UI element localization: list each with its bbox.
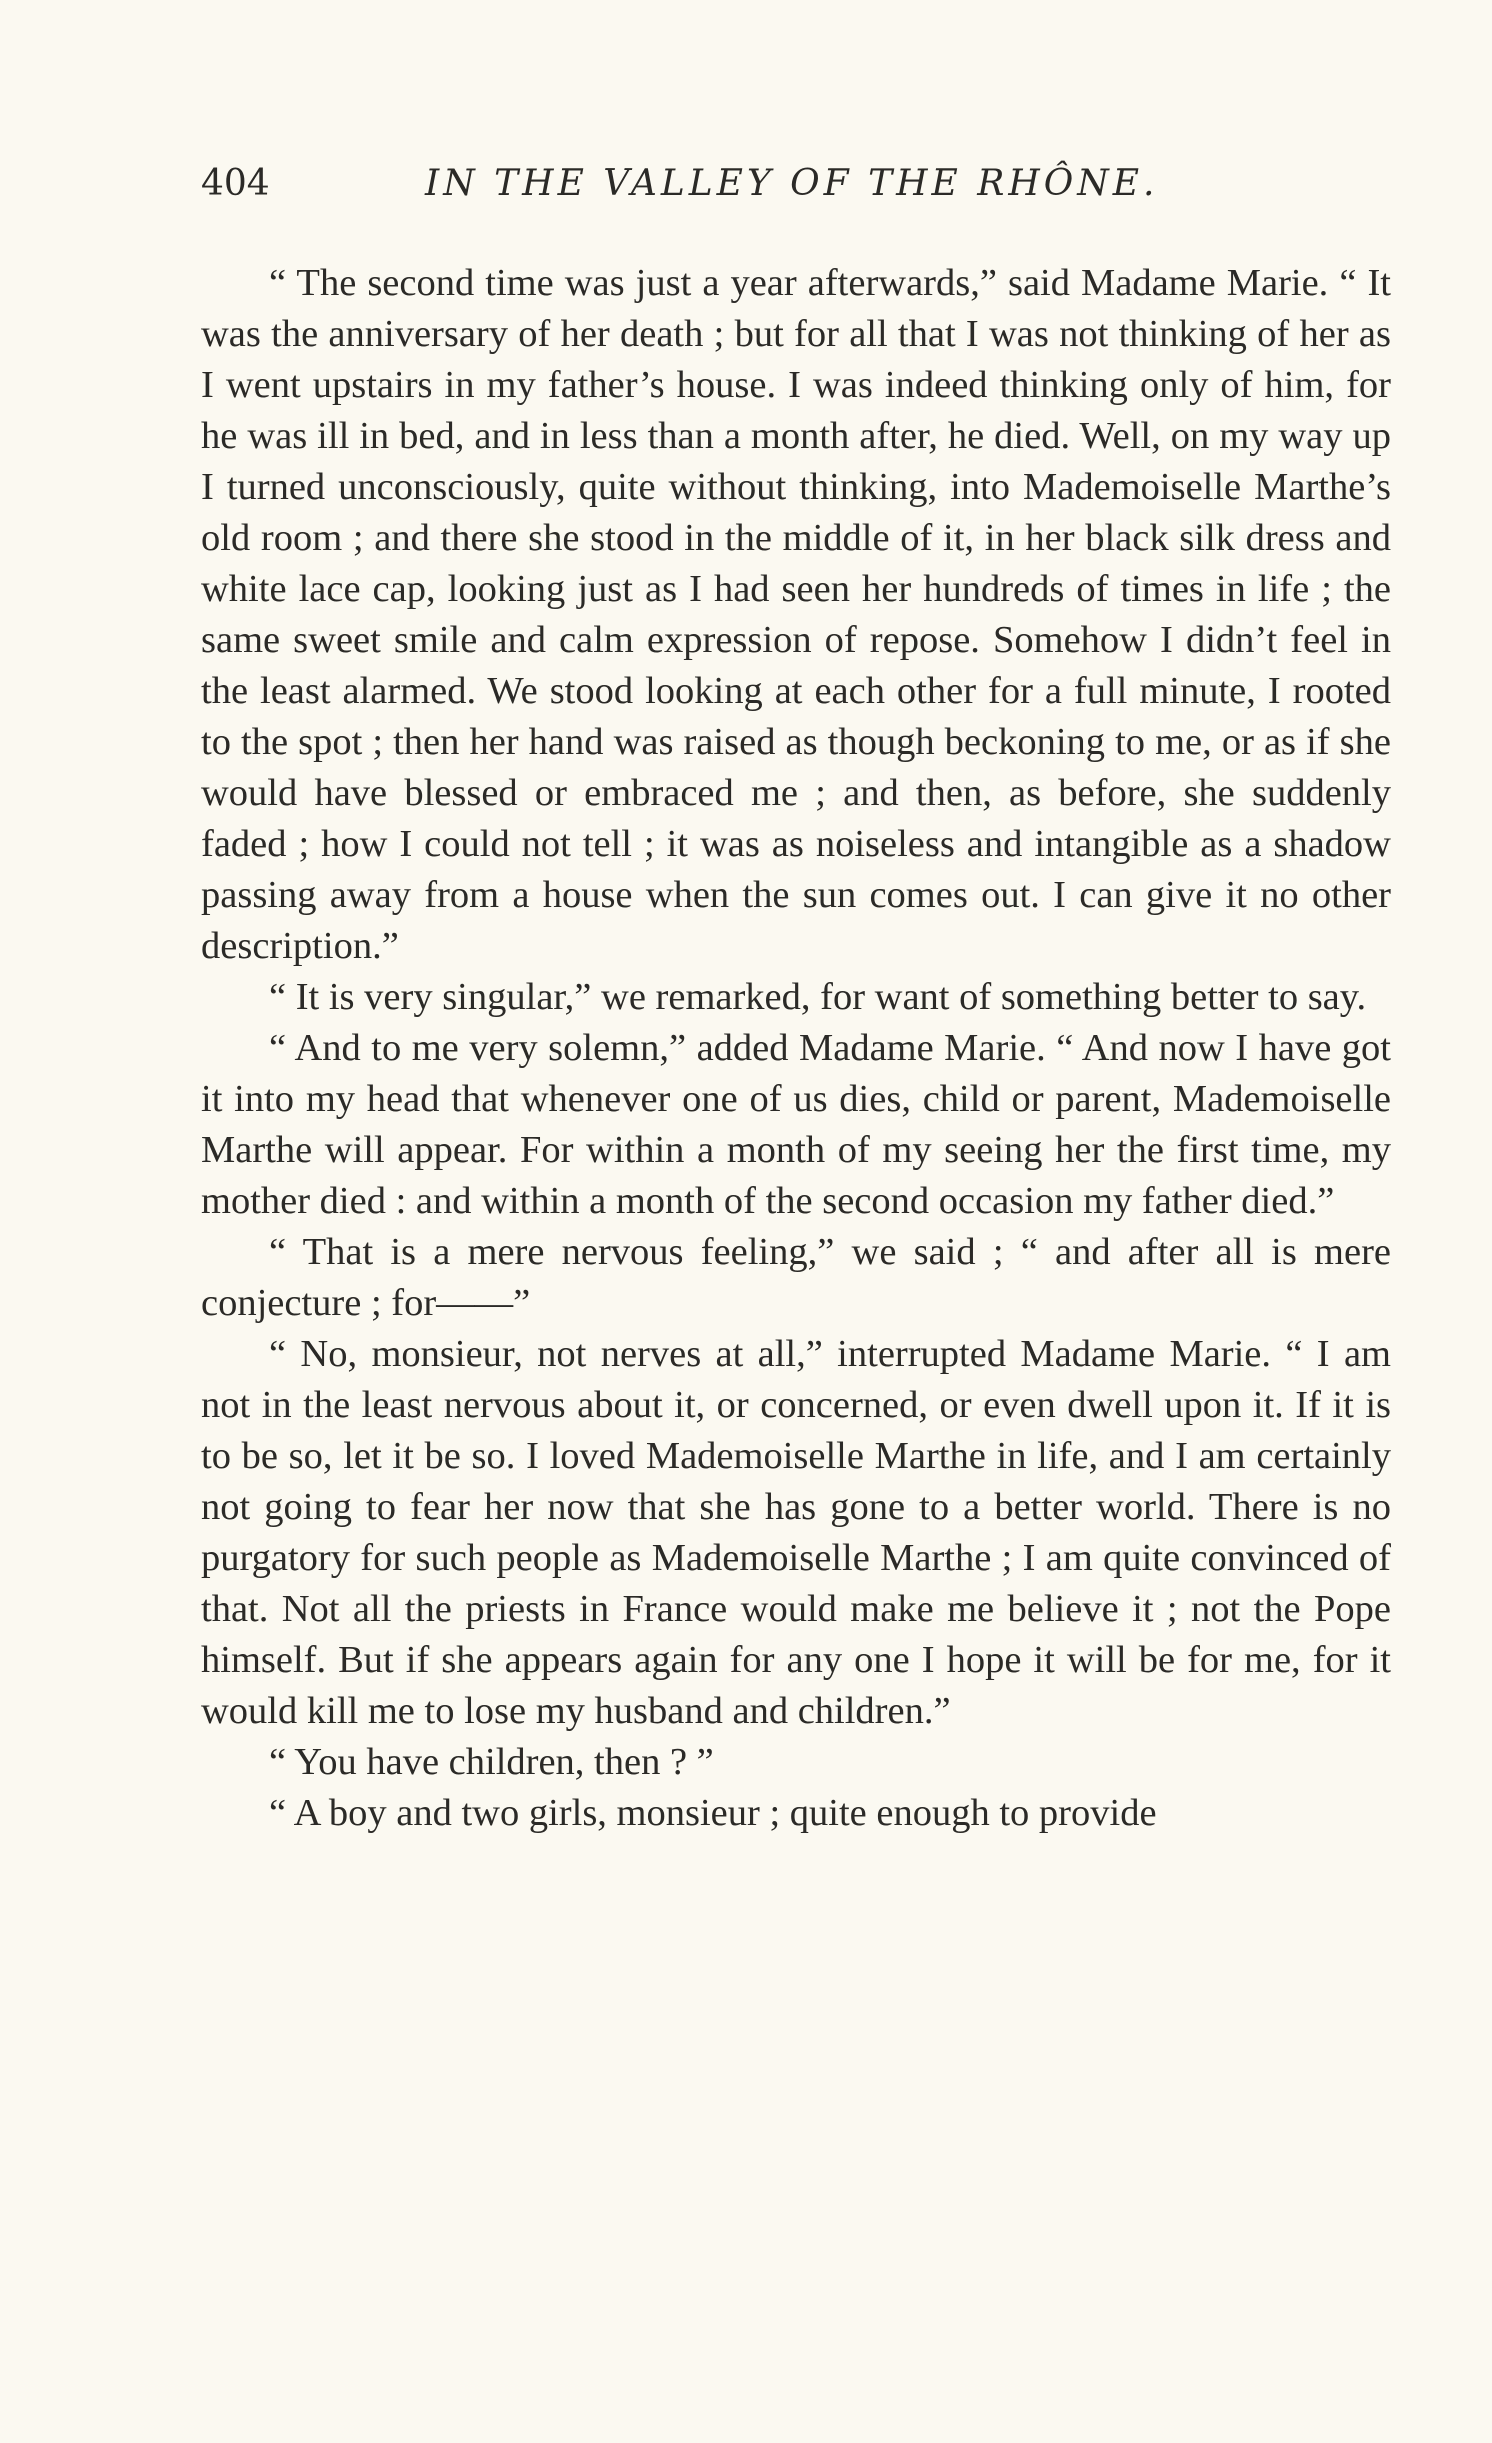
paragraph: “ You have children, then ? ” bbox=[269, 1741, 714, 1783]
paragraph: “ It is very singular,” we remarked, for want of something better to say. bbox=[269, 976, 1367, 1018]
paragraph: “ No, monsieur, not nerves at all,” interrupted Madame Marie. “ I am not in the least nervous about it, or concerned, or even dwell upon it. If it is to be so, let it be so. I loved Mademoiselle Marthe in life, and I am certainly not going to fear her now that she has gone to a better world. There is no purgatory for such people as Mademoiselle Marthe ; I am quite convinced of that. Not all the priests in France would make me believe it ; not the Pope himself. But if she appears again for any one I hope it will be for me, for it would kill me to lose my husband and children.” bbox=[201, 1333, 1391, 1732]
paragraph: “ That is a mere nervous feeling,” we said ; “ and after all is mere conjecture ; for——” bbox=[201, 1231, 1391, 1324]
paragraph: “ A boy and two girls, monsieur ; quite enough to provide bbox=[269, 1792, 1157, 1834]
running-title: IN THE VALLEY OF THE RHÔNE. bbox=[425, 163, 1159, 204]
paragraph: “ And to me very solemn,” added Madame Marie. “ And now I have got it into my head that whenever one of us dies, child or parent, Mademoiselle Marthe will appear. For within a month of my seeing her the first time, my mother died : and within a month of the second occasion my father died.” bbox=[201, 1027, 1391, 1222]
body-text bbox=[201, 258, 1391, 1839]
page-number: 404 bbox=[201, 163, 270, 204]
page-header bbox=[201, 163, 1291, 223]
paragraph: “ The second time was just a year afterwards,” said Madame Marie. “ It was the anniversary of her death ; but for all that I was not thinking of her as I went upstairs in my father’s house. I was indeed thinking only of him, for he was ill in bed, and in less than a month after, he died. Well, on my way up I turned unconsciously, quite without thinking, into Mademoiselle Marthe’s old room ; and there she stood in the middle of it, in her black silk dress and white lace cap, looking just as I had seen her hundreds of times in life ; the same sweet smile and calm expression of repose. Somehow I didn’t feel in the least alarmed. We stood looking at each other for a full minute, I rooted to the spot ; then her hand was raised as though beckoning to me, or as if she would have blessed or embraced me ; and then, as before, she suddenly faded ; how I could not tell ; it was as noiseless and intangible as a shadow passing away from a house when the sun comes out. I can give it no other description.” bbox=[201, 262, 1391, 967]
